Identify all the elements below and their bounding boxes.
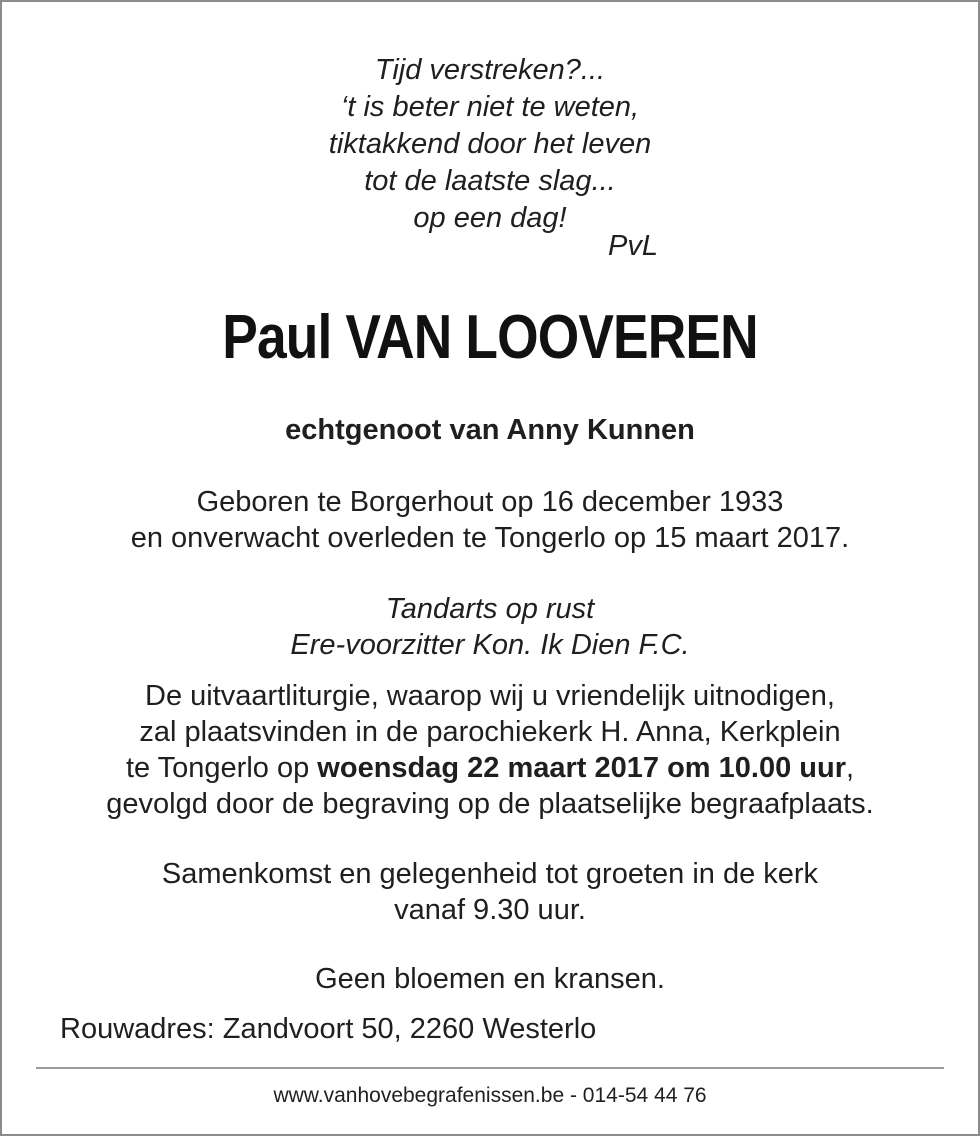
footer-divider (36, 1067, 944, 1069)
poem (0, 52, 980, 237)
ceremony-line: zal plaatsvinden in de parochiekerk H. Anna, Kerkplein (139, 716, 841, 748)
poem-line: tot de laatste slag... (364, 165, 616, 197)
birth-line: Geboren te Borgerhout op 16 december 1933 (196, 486, 784, 518)
titles (0, 591, 980, 663)
ceremony-date-prefix: te Tongerlo op (125, 752, 318, 784)
title-line: Ere-voorzitter Kon. Ik Dien F.C. (290, 629, 690, 661)
death-line: en onverwacht overleden te Tongerlo op 15 maart 2017. (130, 522, 850, 554)
birth-death-dates (0, 484, 980, 556)
title-line: Tandarts op rust (385, 593, 595, 625)
ceremony-datetime: woensdag 22 maart 2017 om 10.00 uur (317, 752, 846, 784)
gathering-info (0, 856, 980, 928)
ceremony-date-suffix: , (845, 752, 855, 784)
ceremony-line: De uitvaartliturgie, waarop wij u vriendelijk uitnodigen, (145, 680, 835, 712)
poem-line: Tijd verstreken?... (374, 54, 606, 86)
poem-line: op een dag! (413, 202, 567, 234)
poem-line: tiktakkend door het leven (328, 128, 652, 160)
deceased-name: Paul VAN LOOVEREN (222, 303, 758, 372)
footer-contact: www.vanhovebegrafenissen.be - 014-54 44 76 (273, 1084, 707, 1107)
ceremony-line: gevolgd door de begraving op de plaatselijke begraafplaats. (106, 788, 874, 820)
mourning-address: Rouwadres: Zandvoort 50, 2260 Westerlo (60, 1013, 597, 1045)
flowers-note: Geen bloemen en kransen. (315, 963, 665, 995)
poem-line: ‘t is beter niet te weten, (340, 91, 640, 123)
ceremony-date-line (0, 750, 980, 786)
gathering-line: vanaf 9.30 uur. (394, 894, 586, 926)
poem-signature: PvL (608, 230, 658, 262)
gathering-line: Samenkomst en gelegenheid tot groeten in de kerk (161, 858, 819, 890)
ceremony-details (0, 678, 980, 822)
relation-line: echtgenoot van Anny Kunnen (285, 414, 695, 446)
